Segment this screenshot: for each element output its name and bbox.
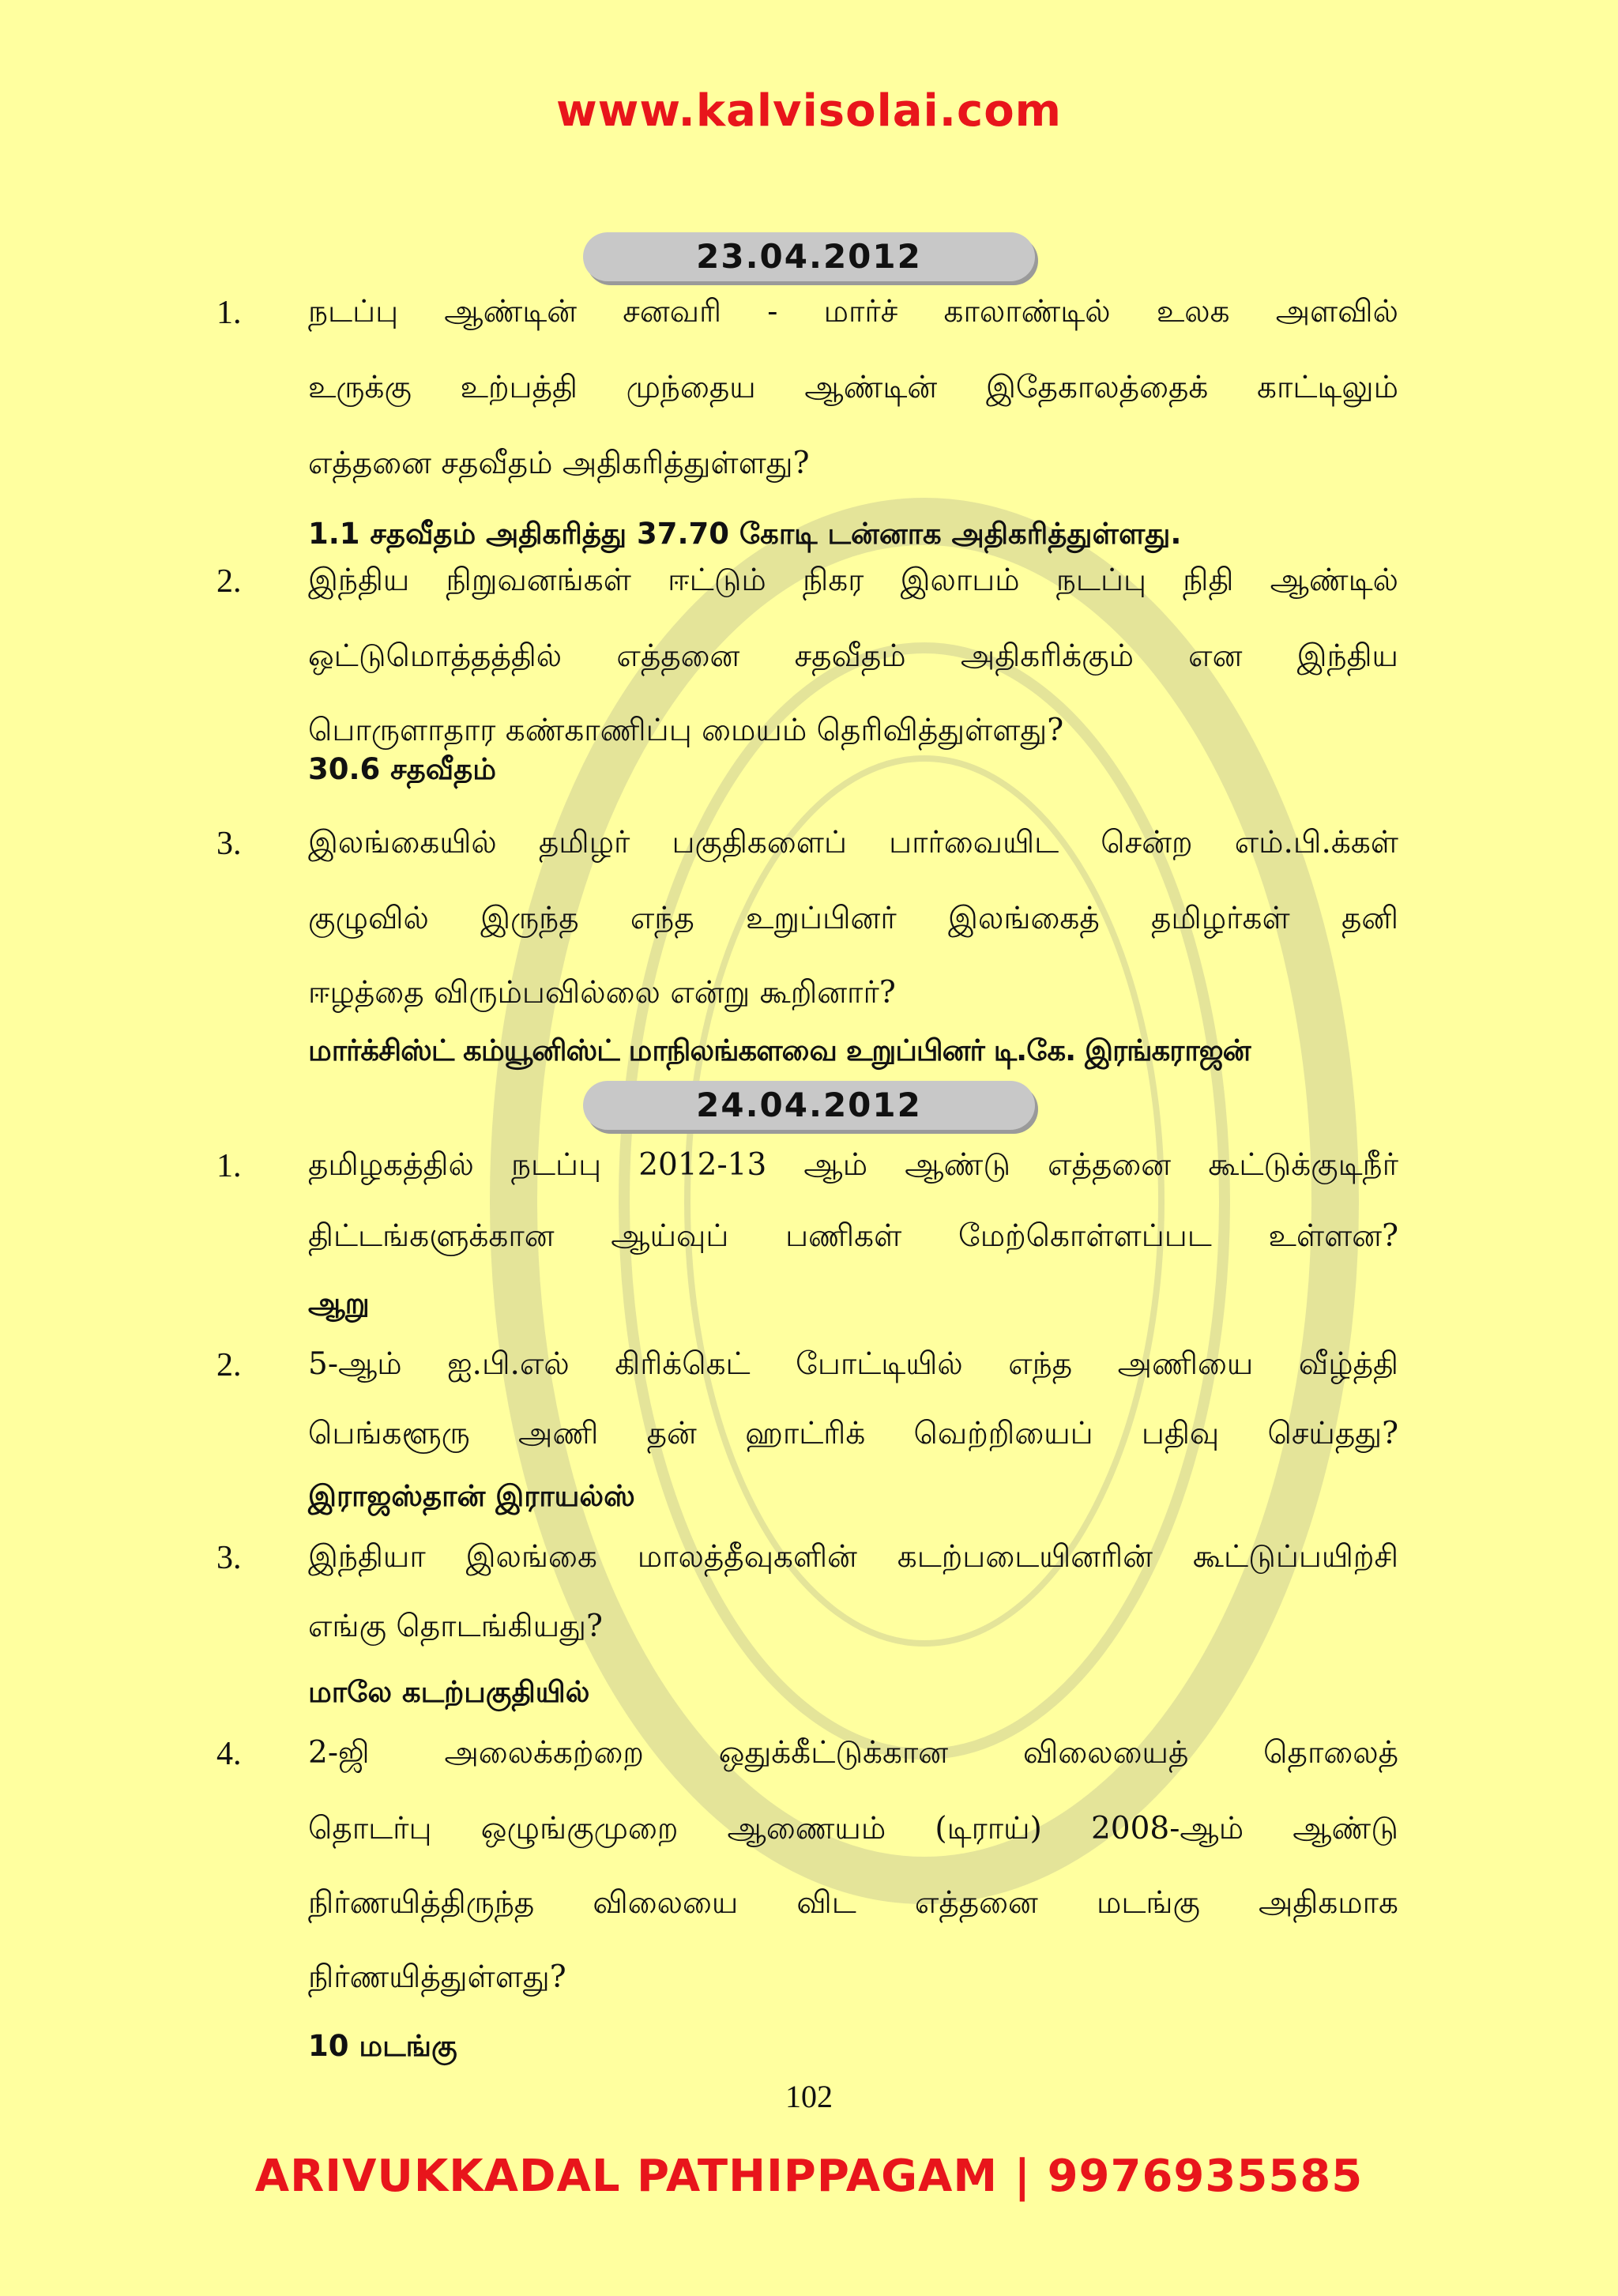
question-text-line: 2-ஜி அலைக்கற்றை ஒதுக்கீட்டுக்கான விலையைத் தொலைத் bbox=[308, 1735, 1398, 1771]
date-heading-2: 24.04.2012 bbox=[583, 1081, 1035, 1130]
question-text-line: ஒட்டுமொத்தத்தில் எத்தனை சதவீதம் அதிகரிக்கும் என இந்திய bbox=[308, 638, 1398, 674]
question-text-line: தொடர்பு ஒழுங்குமுறை ஆணையம் (டிராய்) 2008-ஆம் ஆண்டு bbox=[308, 1811, 1398, 1846]
footer-brand: ARIVUKKADAL PATHIPPAGAM | 9976935585 bbox=[254, 2151, 1364, 2202]
question-text-line: திட்டங்களுக்கான ஆய்வுப் பணிகள் மேற்கொள்ளப்பட உள்ளன? bbox=[308, 1218, 1398, 1254]
question-text-line: நிர்ணயித்துள்ளது? bbox=[308, 1959, 566, 1995]
question-text-line: நிர்ணயித்திருந்த விலையை விட எத்தனை மடங்கு அதிகமாக bbox=[308, 1885, 1398, 1921]
question-number: 4. bbox=[216, 1736, 242, 1772]
question-text-line: குழுவில் இருந்த எந்த உறுப்பினர் இலங்கைத் தமிழர்கள் தனி bbox=[308, 901, 1398, 936]
answer-text: 1.1 சதவீதம் அதிகரித்து 37.70 கோடி டன்னாக அதிகரித்துள்ளது. bbox=[308, 517, 1182, 551]
answer-text: இராஜஸ்தான் இராயல்ஸ் bbox=[308, 1479, 635, 1513]
question-text-line: ஈழத்தை விரும்பவில்லை என்று கூறினார்? bbox=[308, 975, 896, 1011]
answer-text: மார்க்சிஸ்ட் கம்யூனிஸ்ட் மாநிலங்களவை உறுப்பினர் டி.கே. இரங்கராஜன் bbox=[308, 1033, 1251, 1067]
answer-text: 30.6 சதவீதம் bbox=[308, 752, 497, 786]
question-text-line: 5-ஆம் ஐ.பி.எல் கிரிக்கெட் போட்டியில் எந்த அணியை வீழ்த்தி bbox=[308, 1346, 1398, 1382]
answer-text: மாலே கடற்பகுதியில் bbox=[308, 1675, 590, 1709]
question-text-line: நடப்பு ஆண்டின் சனவரி - மார்ச் காலாண்டில் உலக அளவில் bbox=[308, 294, 1398, 329]
question-text-line: எத்தனை சதவீதம் அதிகரித்துள்ளது? bbox=[308, 446, 810, 481]
question-number: 3. bbox=[216, 826, 242, 862]
answer-text: 10 மடங்கு bbox=[308, 2029, 457, 2063]
question-text-line: இலங்கையில் தமிழர் பகுதிகளைப் பார்வையிட சென்ற எம்.பி.க்கள் bbox=[308, 825, 1398, 860]
question-number: 1. bbox=[216, 1148, 242, 1184]
answer-text: ஆறு bbox=[308, 1286, 370, 1320]
question-text-line: எங்கு தொடங்கியது? bbox=[308, 1609, 603, 1644]
question-text-line: தமிழகத்தில் நடப்பு 2012-13 ஆம் ஆண்டு எத்தனை கூட்டுக்குடிநீர் bbox=[308, 1147, 1398, 1183]
question-text-line: பொருளாதார கண்காணிப்பு மையம் தெரிவித்துள்ளது? bbox=[308, 713, 1064, 748]
question-text-line: இந்திய நிறுவனங்கள் ஈட்டும் நிகர இலாபம் நடப்பு நிதி ஆண்டில் bbox=[308, 563, 1398, 598]
page-number: 102 bbox=[785, 2079, 833, 2114]
question-number: 1. bbox=[216, 295, 242, 331]
date-heading-1: 23.04.2012 bbox=[583, 232, 1035, 281]
question-text-line: இந்தியா இலங்கை மாலத்தீவுகளின் கடற்படையினரின் கூட்டுப்பயிற்சி bbox=[308, 1539, 1398, 1575]
site-url: www.kalvisolai.com bbox=[555, 85, 1063, 137]
question-text-line: பெங்களூரு அணி தன் ஹாட்ரிக் வெற்றியைப் பதிவு செய்தது? bbox=[308, 1416, 1398, 1451]
question-number: 2. bbox=[216, 1347, 242, 1383]
question-number: 3. bbox=[216, 1540, 242, 1576]
question-number: 2. bbox=[216, 563, 242, 600]
question-text-line: உருக்கு உற்பத்தி முந்தைய ஆண்டின் இதேகாலத்தைக் காட்டிலும் bbox=[308, 370, 1398, 405]
